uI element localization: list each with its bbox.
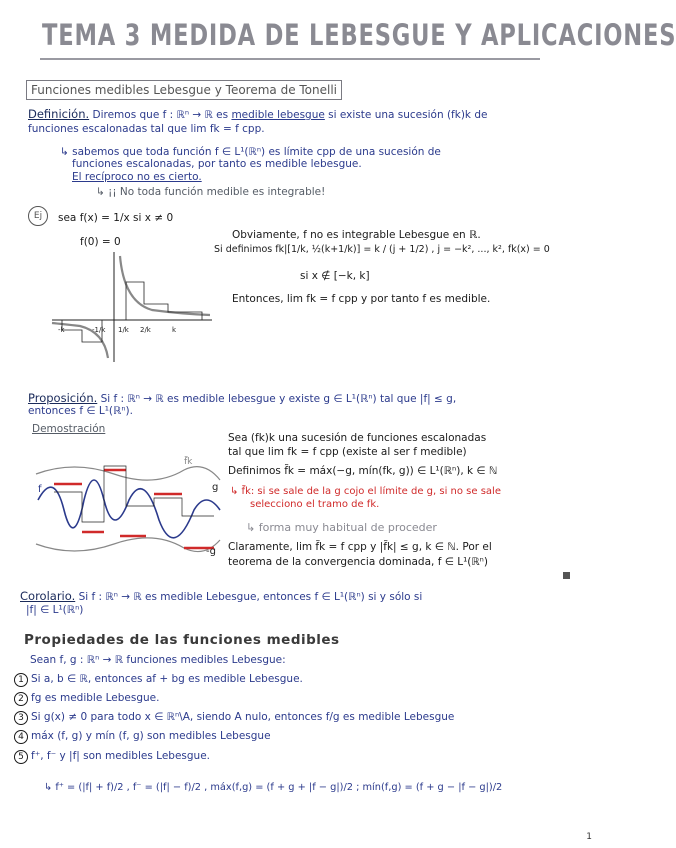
tick-label: k [172,326,177,334]
property-number: 4 [14,730,28,744]
definition-label: Definición. [28,107,90,121]
example-function-1: sea f(x) = 1/x si x ≠ 0 [58,212,174,224]
label-fk: f̃k [184,457,193,467]
proof-line-3: Definimos f̃k = máx(−g, mín(fk, g)) ∈ L¹(ℝⁿ), k ∈ ℕ [228,465,498,477]
properties-formula: ↳ f⁺ = (|f| + f)/2 , f⁻ = (|f| − f)/2 , máx(f,g) = (f + g + |f − g|)/2 ; mín(f,g) = (f + g − |f − g|)/2 [44,782,503,793]
title-underline [40,58,540,60]
corollary-line-1: Corolario. Si f : ℝⁿ → ℝ es medible Lebesgue, entonces f ∈ L¹(ℝⁿ) si y sólo si [20,589,423,603]
property-item: 2 fg es medible Lebesgue. [14,692,159,706]
proof-line-1: Sea (fk)k una sucesión de funciones escalonadas [228,432,487,444]
property-number: 3 [14,711,28,725]
page-title: TEMA 3 MEDIDA DE LEBESGUE Y APLICACIONES [42,18,676,52]
proof-remark-1: ↳ f̃k: si se sale de la g cojo el límite de g, si no se sale [230,486,501,497]
example-function-2: f(0) = 0 [80,236,121,248]
definition-note-1b: funciones escalonadas, por tanto es medible lebesgue. [72,158,362,170]
definition-note-2: El recíproco no es cierto. [72,171,202,183]
example-comment-3: si x ∉ [−k, k] [300,270,370,282]
proof-label: Demostración [32,423,106,435]
definition-line-1: Definición. Diremos que f : ℝⁿ → ℝ es medible lebesgue si existe una sucesión (fk)k de [28,107,488,121]
property-number: 5 [14,750,28,764]
example-comment-1: Obviamente, f no es integrable Lebesgue en ℝ. [232,229,481,241]
proof-line-4: Claramente, lim f̃k = f cpp y |f̃k| ≤ g, k ∈ ℕ. Por el [228,541,492,553]
corollary-label: Corolario. [20,589,76,603]
tick-label: 2/k [140,326,151,334]
definition-note-1a: ↳ sabemos que toda función f ∈ L¹(ℝⁿ) es límite cpp de una sucesión de [60,146,441,158]
property-number: 2 [14,692,28,706]
proof-line-5: teorema de la convergencia dominada, f ∈ L¹(ℝⁿ) [228,556,488,568]
example-comment-2: Si definimos fk|[1/k, ½(k+1/k)] = k / (j + 1/2) , j = −k², ..., k², fk(x) = 0 [214,244,550,255]
definition-line-2: funciones escalonadas tal que lim fk = f cpp. [28,123,265,135]
property-item: 4 máx (f, g) y mín (f, g) son medibles Lebesgue [14,730,271,744]
truncation-graph [34,440,222,575]
proof-remark-2: selecciono el tramo de fk. [250,499,380,510]
proof-remark-3: ↳ forma muy habitual de proceder [246,521,437,534]
property-item: 1 Si a, b ∈ ℝ, entonces af + bg es medible Lebesgue. [14,673,303,687]
label-f: f [38,484,42,495]
qed-square [563,572,570,579]
property-number: 1 [14,673,28,687]
properties-intro: Sean f, g : ℝⁿ → ℝ funciones medibles Lebesgue: [30,654,286,666]
label-g: g [212,482,219,493]
proposition-label: Proposición. [28,391,98,405]
definition-term: medible lebesgue [231,109,325,121]
label-minus-g: -g [206,546,216,557]
property-item: 5 f⁺, f⁻ y |f| son medibles Lebesgue. [14,750,210,764]
definition-note-3: ↳ ¡¡ No toda función medible es integrable! [96,186,326,198]
tick-label: 1/k [118,326,129,334]
proof-line-2: tal que lim fk = f cpp (existe al ser f medible) [228,446,467,458]
example-comment-4: Entonces, lim fk = f cpp y por tanto f es medible. [232,293,491,305]
tick-label: -1/k [92,326,106,334]
corollary-line-2: |f| ∈ L¹(ℝⁿ) [26,604,84,616]
property-item: 3 Si g(x) ≠ 0 para todo x ∈ ℝⁿ\A, siendo A nulo, entonces f/g es medible Lebesgue [14,711,454,725]
tick-label: -k [58,326,65,334]
page-number: 1 [586,832,592,842]
section-heading: Funciones medibles Lebesgue y Teorema de Tonelli [26,80,342,100]
properties-heading: Propiedades de las funciones medibles [24,632,340,648]
proposition-line-2: entonces f ∈ L¹(ℝⁿ). [28,405,133,417]
hyperbola-graph [52,252,212,362]
proposition-line-1: Proposición. Si f : ℝⁿ → ℝ es medible lebesgue y existe g ∈ L¹(ℝⁿ) tal que |f| ≤ g, [28,391,457,405]
example-badge: Ej [28,206,48,226]
